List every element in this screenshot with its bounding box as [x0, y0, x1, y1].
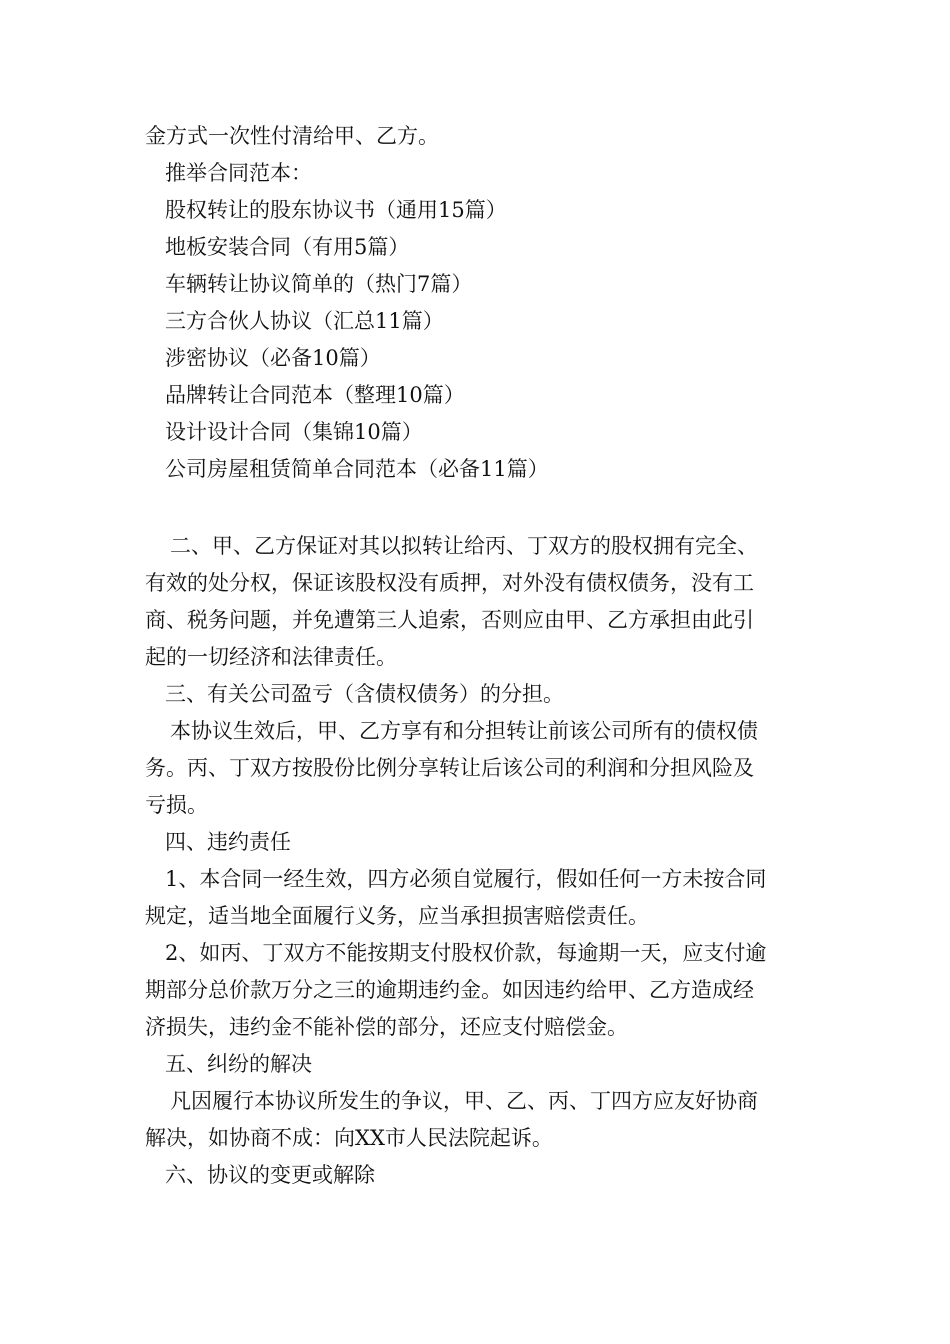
recommend-item[interactable]: 三方合伙人协议（汇总11篇） — [165, 309, 444, 333]
recommend-item[interactable]: 股权转让的股东协议书（通用15篇） — [165, 198, 507, 222]
clause-6-heading: 六、协议的变更或解除 — [165, 1163, 375, 1187]
clause-2-line: 二、甲、乙方保证对其以拟转让给丙、丁双方的股权拥有完全、 — [170, 534, 758, 558]
clause-2-line: 商、税务问题，并免遭第三人追索，否则应由甲、乙方承担由此引 — [145, 608, 754, 632]
recommend-item[interactable]: 涉密协议（必备10篇） — [165, 346, 381, 370]
clause-4-heading: 四、违约责任 — [165, 830, 291, 854]
clause-4-line: 1、本合同一经生效，四方必须自觉履行，假如任何一方未按合同 — [165, 867, 767, 891]
clause-3-heading: 三、有关公司盈亏（含债权债务）的分担。 — [165, 682, 564, 706]
clause-3-line: 本协议生效后，甲、乙方享有和分担转让前该公司所有的债权债 — [170, 719, 758, 743]
clause-2-line: 有效的处分权，保证该股权没有质押，对外没有债权债务，没有工 — [145, 571, 754, 595]
text-line: 金方式一次性付清给甲、乙方。 — [145, 124, 439, 148]
clause-5-heading: 五、纠纷的解决 — [165, 1052, 312, 1076]
clause-2-line: 起的一切经济和法律责任。 — [145, 645, 397, 669]
recommend-item[interactable]: 地板安装合同（有用5篇） — [165, 235, 410, 259]
recommend-item[interactable]: 品牌转让合同范本（整理10篇） — [165, 383, 465, 407]
clause-4-line: 规定，适当地全面履行义务，应当承担损害赔偿责任。 — [145, 904, 649, 928]
recommend-item[interactable]: 公司房屋租赁简单合同范本（必备11篇） — [165, 457, 549, 481]
clause-4-line: 期部分总价款万分之三的逾期违约金。如因违约给甲、乙方造成经 — [145, 978, 754, 1002]
clause-3-line: 务。丙、丁双方按股份比例分享转让后该公司的利润和分担风险及 — [145, 756, 754, 780]
clause-4-line: 济损失，违约金不能补偿的部分，还应支付赔偿金。 — [145, 1015, 628, 1039]
clause-4-line: 2、如丙、丁双方不能按期支付股权价款，每逾期一天，应支付逾 — [165, 941, 767, 965]
clause-3-line: 亏损。 — [145, 793, 208, 817]
recommend-item[interactable]: 设计设计合同（集锦10篇） — [165, 420, 423, 444]
clause-5-line: 凡因履行本协议所发生的争议，甲、乙、丙、丁四方应友好协商 — [170, 1089, 758, 1113]
recommend-heading: 推举合同范本： — [165, 161, 312, 185]
recommend-item[interactable]: 车辆转让协议简单的（热门7篇） — [165, 272, 473, 296]
clause-5-line: 解决，如协商不成：向XX市人民法院起诉。 — [145, 1126, 553, 1150]
